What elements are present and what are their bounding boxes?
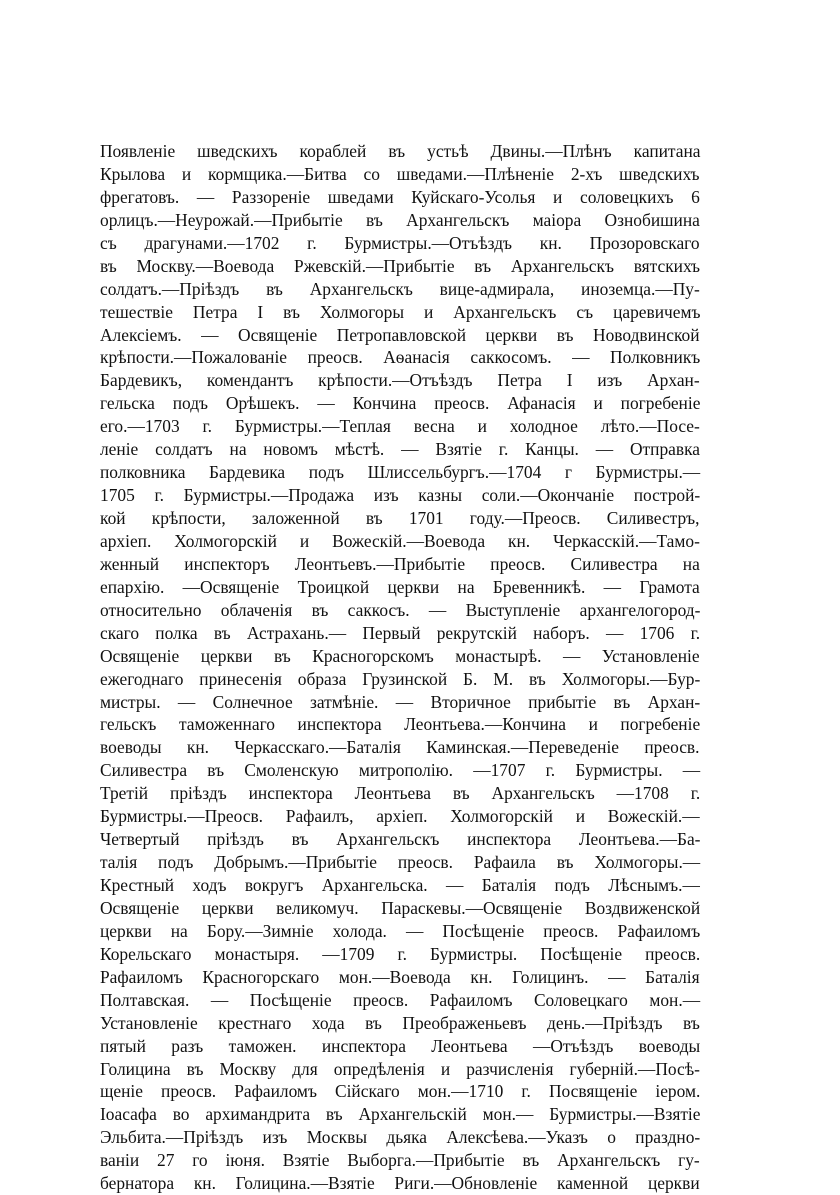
text-line-5: съ драгунами.—1702 г. Бурмистры.—Отъѣздъ кн. Прозоровскаго [100,232,700,253]
text-line-7: солдатъ.—Пріѣздъ въ Архангельскъ вице-адмирала, иноземца.—Пу- [100,278,700,299]
text-line-9: Алексіемъ. — Освященіе Петропавловской церкви въ Новодвинской [100,324,700,345]
text-line-29: Третій пріѣздъ инспектора Леонтьева въ Архангельскъ —1708 г. [100,783,701,804]
text-line-11: Бардевикъ, комендантъ крѣпости.—Отъѣздъ Петра I изъ Архан- [100,370,700,391]
text-line-24: ежегоднаго принесенія образа Грузинской Б. М. въ Холмогоры.—Бур- [100,668,701,689]
text-line-23: Освященіе церкви въ Красногорскомъ монастырѣ. — Установленіе [100,645,700,666]
text-line-42: щеніе преосв. Рафаиломъ Сійскаго мон.—1710 г. Посвященіе іером. [100,1081,701,1102]
text-line-2: Крылова и кормщика.—Битва со шведами.—Плѣненіе 2-хъ шведскихъ [100,163,700,184]
text-line-41: Голицина въ Москву для опредѣленія и разчисленія губерній.—Посѣ- [100,1058,700,1079]
text-line-34: Освященіе церкви великомуч. Параскевы.—Освященіе Воздвиженской [100,897,701,918]
text-line-31: Четвертый пріѣздъ въ Архангельскъ инспектора Леонтьева.—Ба- [100,829,701,850]
text-line-33: Крестный ходъ вокругъ Архангельска. — Баталія подъ Лѣснымъ.— [100,875,700,895]
text-line-37: Рафаиломъ Красногорскаго мон.—Воевода кн. Голицинъ. — Баталія [100,966,700,987]
text-line-14: леніе солдатъ на новомъ мѣстѣ. — Взятіе г. Канцы. — Отправка [100,439,700,460]
chapter-summary-text [100,140,700,1195]
text-line-40: пятый разъ таможен. инспектора Леонтьева —Отъѣздъ воеводы [100,1035,701,1056]
text-line-6: въ Москву.—Воевода Ржевскій.—Прибытіе въ Архангельскъ вятскихъ [100,255,700,276]
text-line-3: фрегатовъ. — Раззореніе шведами Куйскаго-Усолья и соловецкихъ 6 [100,186,700,207]
text-line-8: тешествіе Петра I въ Холмогоры и Архангельскъ съ царевичемъ [100,301,701,322]
text-line-26: гельскъ таможеннаго инспектора Леонтьева.—Кончина и погребеніе [100,714,701,735]
text-line-20: епархію. —Освященіе Троицкой церкви на Бревенникѣ. — Грамота [100,576,700,597]
text-line-13: его.—1703 г. Бурмистры.—Теплая весна и холодное лѣто.—Посе- [100,416,700,437]
text-line-4: орлицъ.—Неурожай.—Прибытіе въ Архангельскъ маіора Ознобишина [100,209,700,230]
text-line-32: талія подъ Добрымъ.—Прибытіе преосв. Рафаила въ Холмогоры.— [100,852,701,873]
text-line-35: церкви на Бору.—Зимніе холода. — Посѣщеніе преосв. Рафаиломъ [100,920,701,941]
text-line-1: Появленіе шведскихъ кораблей въ устьѣ Двины.—Плѣнъ капитана [100,141,701,161]
text-line-36: Корельскаго монастыря. —1709 г. Бурмистры. Посѣщеніе преосв. [100,943,701,964]
text-line-21: относительно облаченія въ саккосъ. — Выступленіе архангелогород- [100,599,701,620]
text-line-22: скаго полка въ Астрахань.— Первый рекрутскій наборъ. — 1706 г. [100,622,701,643]
text-line-44: Эльбита.—Пріѣздъ изъ Москвы дьяка Алексѣева.—Указъ о праздно- [100,1127,701,1148]
text-line-30: Бурмистры.—Преосв. Рафаилъ, архіеп. Холмогорскій и Вожескій.— [100,806,700,827]
text-line-17: кой крѣпости, заложенной въ 1701 году.—Преосв. Силивестръ, [100,508,700,528]
text-line-38: Полтавская. — Посѣщеніе преосв. Рафаиломъ Соловецкаго мон.— [100,989,701,1010]
text-line-25: мистры. — Солнечное затмѣніе. — Вторичное прибытіе въ Архан- [100,691,701,712]
text-line-39: Установленіе крестнаго хода въ Преображеньевъ день.—Пріѣздъ въ [100,1012,700,1033]
text-line-28: Силивестра въ Смоленскую митрополію. —1707 г. Бурмистры. — [100,760,701,781]
text-line-46: бернатора кн. Голицина.—Взятіе Риги.—Обновленіе каменной церкви [100,1173,700,1194]
text-line-15: полковника Бардевика подъ Шлиссельбургъ.—1704 г Бурмистры.— [100,462,701,483]
text-line-10: крѣпости.—Пожалованіе преосв. Аѳанасія саккосомъ. — Полковникъ [100,347,701,368]
text-line-43: Іоасафа во архимандрита въ Архангельскій мон.— Бурмистры.—Взятіе [100,1104,701,1125]
text-line-12: гельска подъ Орѣшекъ. — Кончина преосв. Афанасія и погребеніе [100,393,701,414]
text-line-19: женный инспекторъ Леонтьевъ.—Прибытіе преосв. Силивестра на [100,553,700,574]
text-line-18: архіеп. Холмогорскій и Вожескій.—Воевода кн. Черкасскій.—Тамо- [100,530,700,551]
text-line-16: 1705 г. Бурмистры.—Продажа изъ казны соли.—Окончаніе построй- [100,485,701,506]
text-line-27: воеводы кн. Черкасскаго.—Баталія Каминская.—Переведеніе преосв. [100,737,700,758]
text-line-45: ваніи 27 го іюня. Взятіе Выборга.—Прибытіе въ Архангельскъ гу- [100,1150,700,1171]
